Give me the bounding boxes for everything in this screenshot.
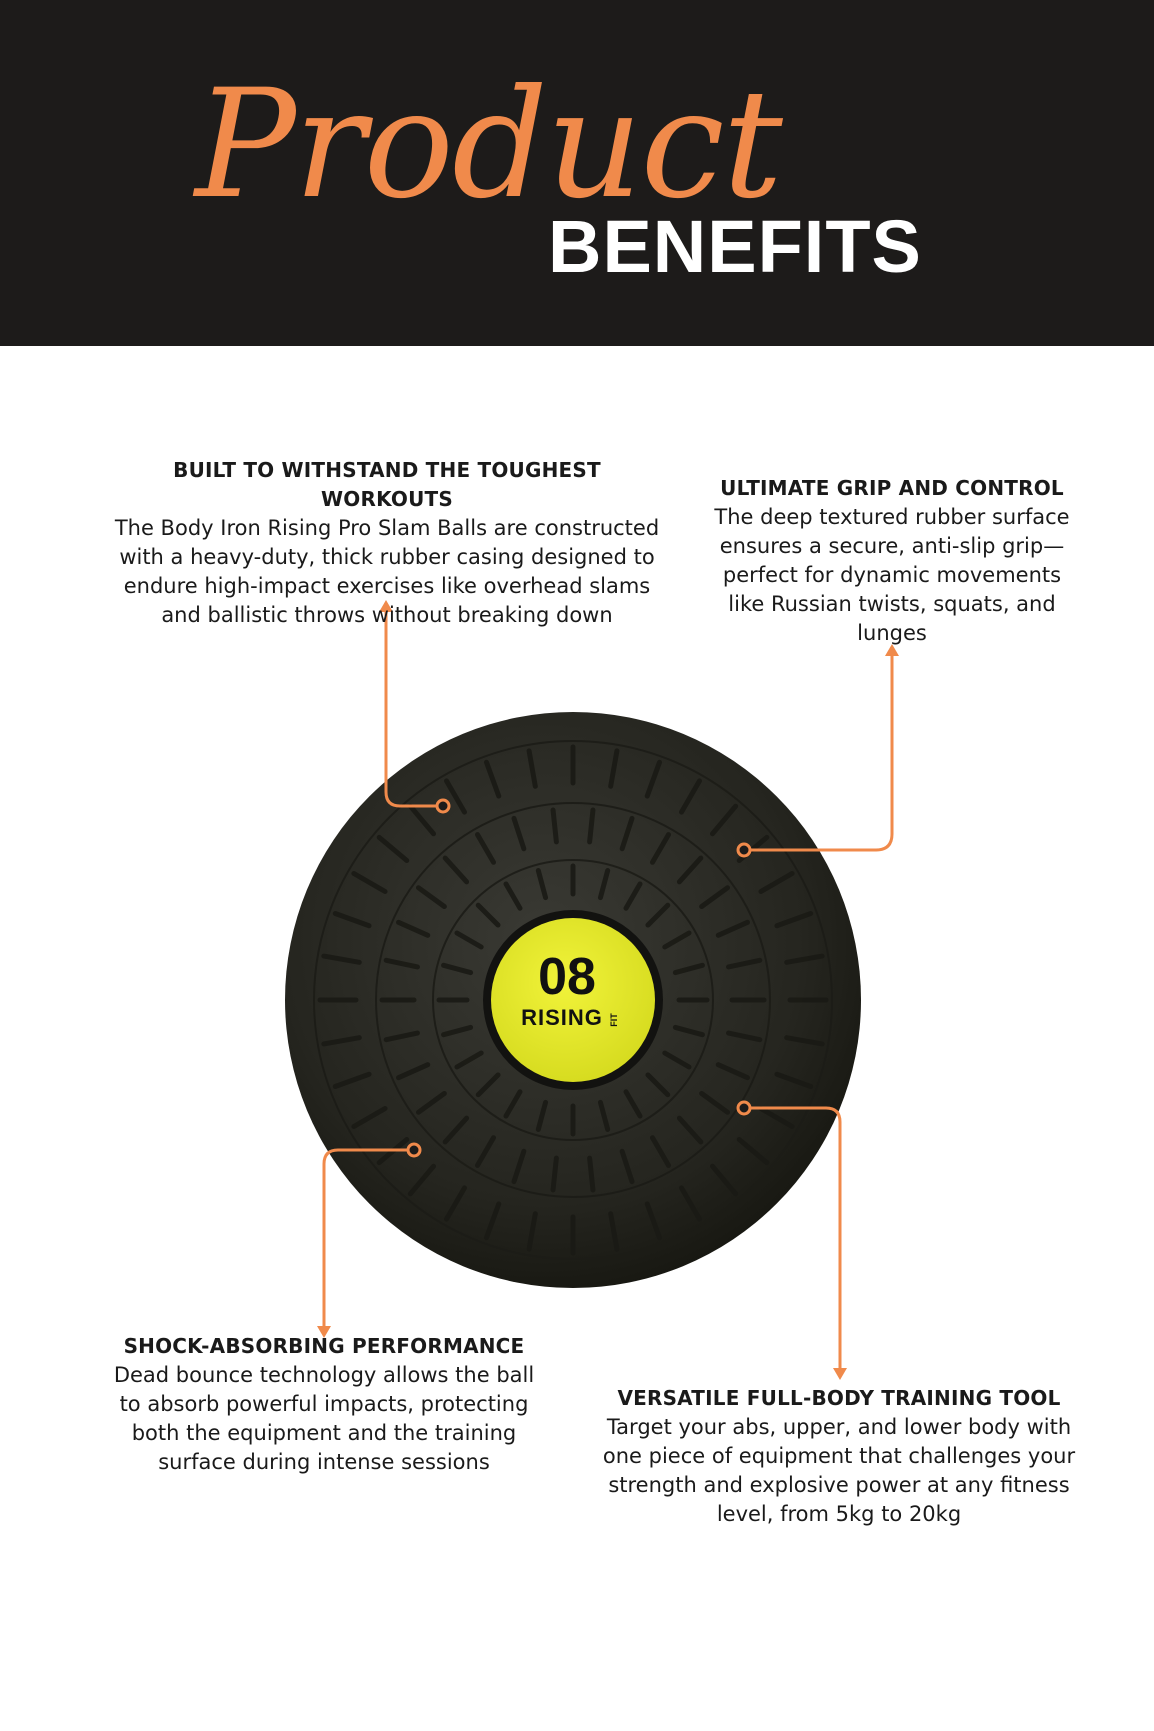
callout-dot-3: [408, 1144, 420, 1156]
ball-ridge: [590, 810, 593, 842]
ball-ridge: [553, 810, 556, 842]
benefit-4-body: Target your abs, upper, and lower body with one piece of equipment that challenges your strength and explosive power at any fitness level, from 5kg to 20kg: [602, 1415, 1076, 1526]
benefit-3-body: Dead bounce technology allows the ball to absorb powerful impacts, protecting both the equipment and the training surface during intense sessions: [113, 1363, 535, 1474]
ball-brand: RISING: [521, 1005, 603, 1030]
benefit-3-title: SHOCK-ABSORBING PERFORMANCE: [123, 1334, 525, 1358]
arrow-down-4: [833, 1368, 847, 1380]
header-script-title: Product: [195, 58, 781, 232]
benefit-2-body: The deep textured rubber surface ensures a secure, anti-slip grip— perfect for dynamic movements like Russian twists, squats, and lunges: [714, 505, 1070, 645]
benefit-1-title: BUILT TO WITHSTAND THE TOUGHEST WORKOUTS: [173, 458, 601, 511]
benefit-1: [112, 456, 662, 630]
ball-number: 08: [538, 948, 596, 1006]
header-bold-title: BENEFITS: [548, 205, 922, 288]
ball-brand-suffix: FIT: [609, 1013, 619, 1027]
benefit-1-body: The Body Iron Rising Pro Slam Balls are constructed with a heavy-duty, thick rubber casing designed to endure high-impact exercises like overhead slams and ballistic throws without breaking down: [114, 516, 660, 627]
ball-ridge: [590, 1158, 593, 1190]
callout-dot-4: [738, 1102, 750, 1114]
callout-dot-2: [738, 844, 750, 856]
callout-dot-1: [437, 800, 449, 812]
benefit-2-title: ULTIMATE GRIP AND CONTROL: [720, 476, 1064, 500]
benefit-2: [704, 474, 1080, 648]
benefit-4: [590, 1384, 1088, 1529]
benefit-3: [110, 1332, 538, 1477]
ball-ridge: [553, 1158, 556, 1190]
benefit-4-title: VERSATILE FULL-BODY TRAINING TOOL: [617, 1386, 1061, 1410]
